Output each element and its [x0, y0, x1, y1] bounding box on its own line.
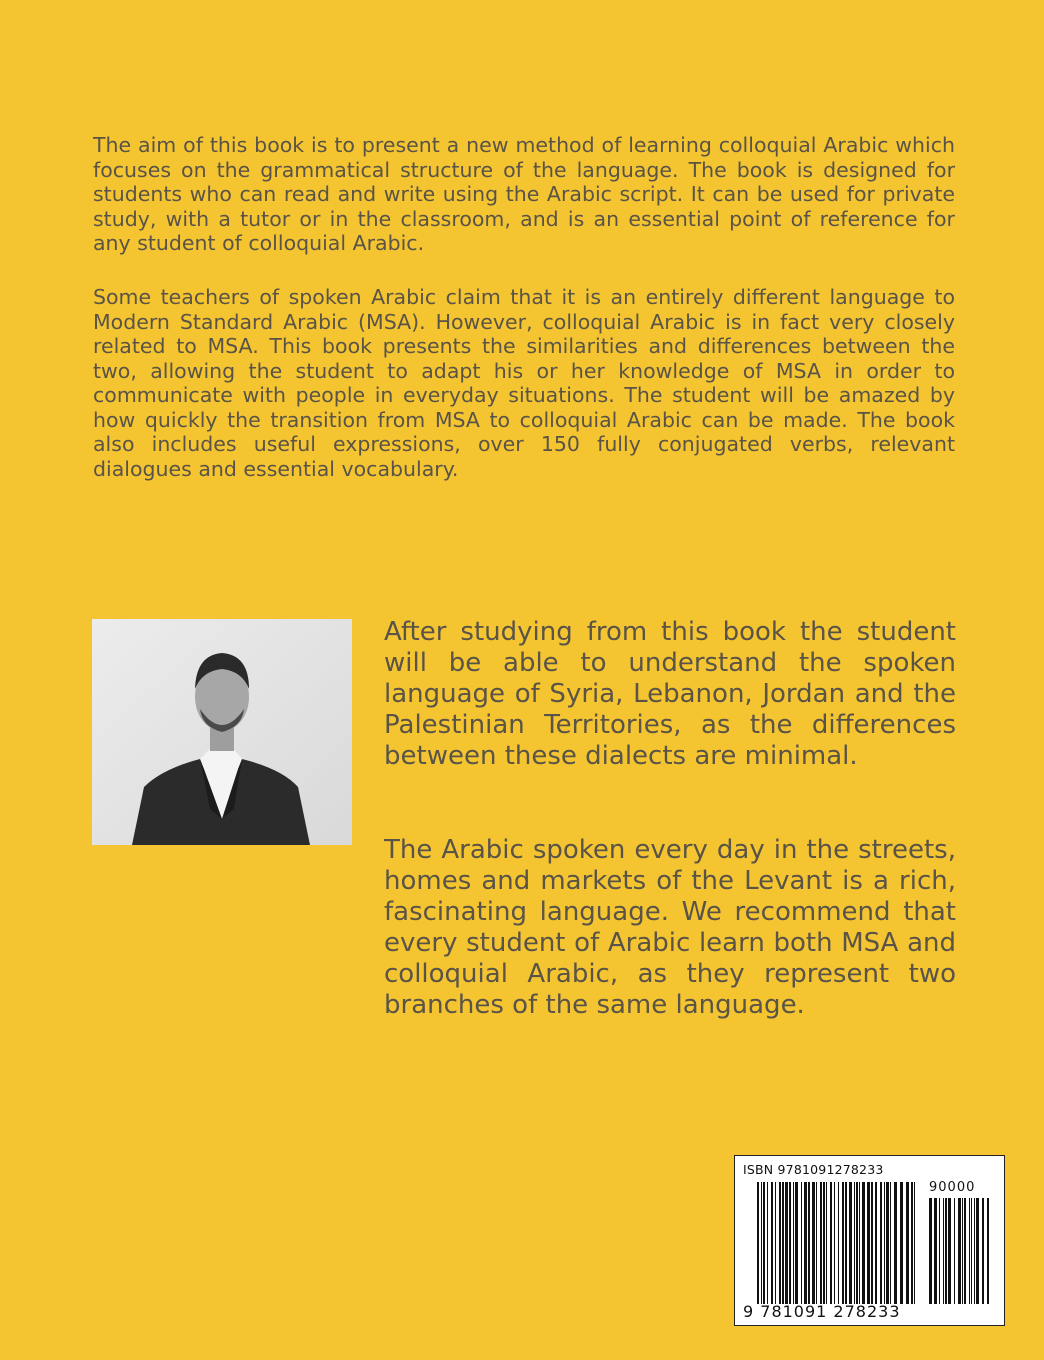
barcode-bar	[987, 1198, 989, 1304]
barcode-bar	[816, 1182, 817, 1304]
isbn-barcode	[734, 1155, 1005, 1326]
barcode-bar	[849, 1182, 852, 1304]
barcode-bar	[834, 1182, 835, 1304]
barcode-bar	[971, 1198, 972, 1304]
barcode-bar	[906, 1182, 909, 1304]
barcode-bar	[795, 1182, 798, 1304]
barcode-bar	[808, 1182, 810, 1304]
barcode-bar	[761, 1182, 762, 1304]
barcode-bar	[871, 1182, 873, 1304]
barcode-bar	[948, 1198, 951, 1304]
barcode-bar	[974, 1198, 975, 1304]
barcode-bar	[945, 1198, 947, 1304]
barcode-bar	[958, 1198, 961, 1304]
barcode-bar	[801, 1182, 802, 1304]
barcode-bar	[789, 1182, 791, 1304]
barcode-digits: 9 781091 278233	[743, 1302, 901, 1321]
barcode-bar	[886, 1182, 889, 1304]
barcode-bar	[775, 1182, 776, 1304]
author-photo	[92, 619, 352, 845]
author-portrait-image	[92, 619, 352, 845]
barcode-bar	[962, 1198, 963, 1304]
barcode-bar	[964, 1198, 966, 1304]
barcode-bar	[854, 1182, 855, 1304]
barcode-bar	[812, 1182, 815, 1304]
ean13-barcode-bars	[757, 1182, 917, 1304]
barcode-bar	[929, 1198, 932, 1304]
barcode-bar	[875, 1182, 877, 1304]
barcode-bar	[763, 1182, 765, 1304]
barcode-bar	[890, 1182, 891, 1304]
dialects-paragraph: After studying from this book the student will be able to understand the spoken language of Syria, Lebanon, Jordan and the Palestinian Territories, as the differences between these dialects are minimal.	[384, 617, 956, 771]
barcode-bar	[785, 1182, 788, 1304]
barcode-bar	[820, 1182, 822, 1304]
barcode-bar	[779, 1182, 781, 1304]
barcode-bar	[845, 1182, 847, 1304]
price-code: 90000	[929, 1180, 976, 1195]
barcode-bar	[771, 1182, 773, 1304]
barcode-bar	[767, 1182, 768, 1304]
barcode-bar	[757, 1182, 759, 1304]
addon-barcode-bars	[929, 1198, 989, 1304]
barcode-bar	[782, 1182, 784, 1304]
barcode-bar	[826, 1182, 827, 1304]
barcode-bar	[823, 1182, 825, 1304]
barcode-bar	[842, 1182, 844, 1304]
barcode-bar	[914, 1182, 915, 1304]
barcode-bar	[900, 1182, 903, 1304]
barcode-bar	[884, 1182, 885, 1304]
barcode-bar	[954, 1198, 955, 1304]
barcode-bar	[830, 1182, 832, 1304]
barcode-bar	[804, 1182, 807, 1304]
barcode-bar	[943, 1198, 944, 1304]
barcode-bar	[911, 1182, 913, 1304]
levant-paragraph: The Arabic spoken every day in the streets, homes and markets of the Levant is a rich, fascinating language. We recommend that every student of Arabic learn both MSA and colloquial Arabic, as they represent two branches of the same language.	[384, 835, 956, 1020]
barcode-bar	[976, 1198, 979, 1304]
barcode-bar	[838, 1182, 839, 1304]
msa-comparison-paragraph: Some teachers of spoken Arabic claim that it is an entirely different language to Modern Standard Arabic (MSA). However, colloquial Arabic is in fact very closely related to MSA. This book presents the similarities and differences between the two, allowing the student to adapt his or her knowledge of MSA in order to communicate with people in everyday situations. The student will be amazed by how quickly the transition from MSA to colloquial Arabic can be made. The book also includes useful expressions, over 150 fully conjugated verbs, relevant dialogues and essential vocabulary.	[93, 285, 955, 481]
barcode-bar	[862, 1182, 865, 1304]
intro-paragraph: The aim of this book is to present a new method of learning colloquial Arabic which focuses on the grammatical structure of the language. The book is designed for students who can read and write using the Arabic script. It can be used for private study, with a tutor or in the classroom, and is an essential point of reference for any student of colloquial Arabic.	[93, 133, 955, 255]
barcode-bar	[969, 1198, 970, 1304]
barcode-bar	[867, 1182, 870, 1304]
barcode-bar	[894, 1182, 897, 1304]
barcode-bar	[982, 1198, 984, 1304]
isbn-label: ISBN 9781091278233	[743, 1162, 884, 1177]
barcode-bar	[793, 1182, 794, 1304]
barcode-bar	[856, 1182, 858, 1304]
barcode-bar	[880, 1182, 882, 1304]
barcode-bar	[934, 1198, 937, 1304]
barcode-bar	[939, 1198, 940, 1304]
barcode-bar	[859, 1182, 860, 1304]
